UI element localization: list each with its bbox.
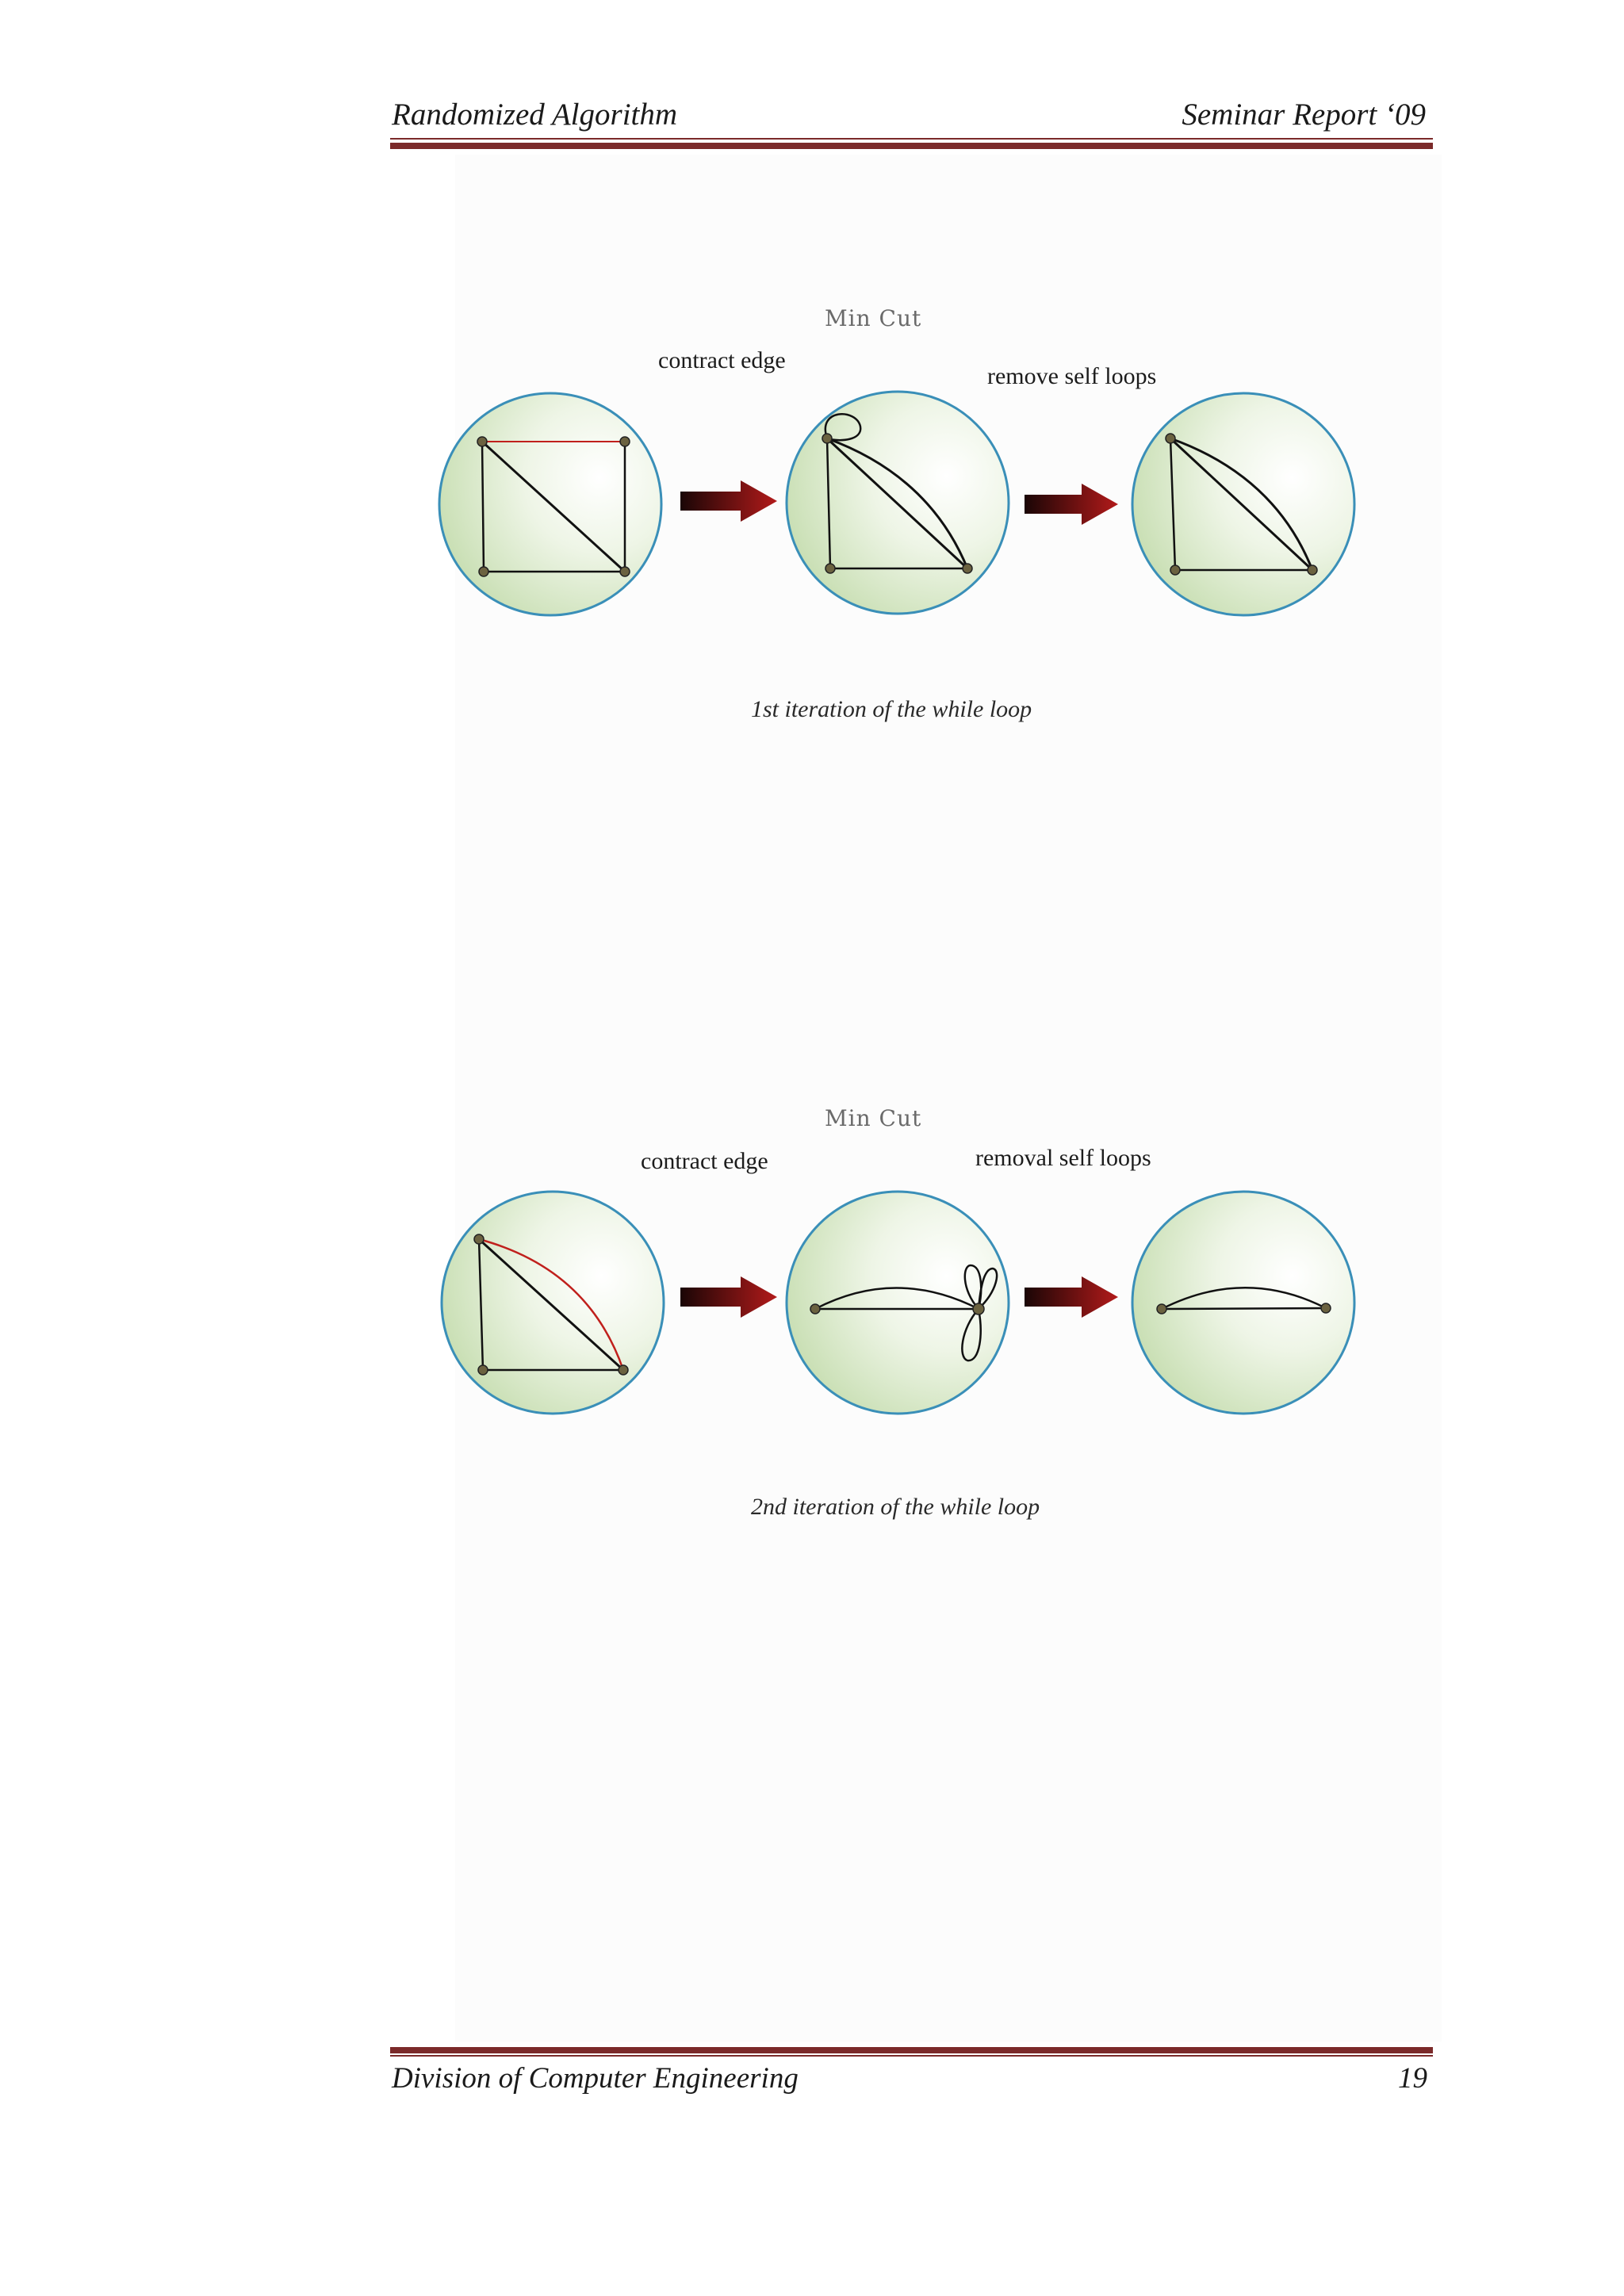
arrow-right-icon xyxy=(1025,484,1118,525)
header-title: Randomized Algorithm xyxy=(392,98,678,132)
graph-node xyxy=(479,567,488,576)
figure-2-graph-cleaned xyxy=(1132,1192,1354,1414)
graph-node xyxy=(973,1303,984,1314)
graph-node xyxy=(619,1365,628,1375)
footer-rule-thick xyxy=(390,2047,1433,2053)
figure-2-title: Min Cut xyxy=(825,1105,922,1131)
graph-node xyxy=(1308,565,1317,575)
figure-2-diagram xyxy=(442,1192,1354,1414)
graph-edge xyxy=(1162,1308,1326,1309)
figure-1-caption: 1st iteration of the while loop xyxy=(751,696,1032,722)
arrow-right-icon xyxy=(1025,1276,1118,1318)
figure-1-label-contract: contract edge xyxy=(658,347,786,373)
graph-node xyxy=(477,437,487,446)
graph-node xyxy=(620,567,630,576)
page-number: 19 xyxy=(1398,2062,1427,2095)
arrow-right-icon xyxy=(680,1276,777,1318)
figure-1-graph-contracted xyxy=(787,392,1009,614)
figure-2-graph-contracted xyxy=(787,1192,1009,1414)
figure-2-graph-initial xyxy=(442,1192,664,1414)
figure-1-diagram xyxy=(439,392,1354,615)
graph-node xyxy=(478,1365,488,1375)
graph-node xyxy=(474,1234,484,1244)
graph-node xyxy=(1170,565,1180,575)
graph-node xyxy=(1157,1304,1166,1314)
figure-2-label-contract: contract edge xyxy=(641,1148,768,1174)
graph-node xyxy=(822,434,832,443)
arrow-right-icon xyxy=(680,480,777,522)
graph-node xyxy=(1166,434,1175,443)
graph-node xyxy=(1321,1303,1331,1313)
footer-division: Division of Computer Engineering xyxy=(392,2062,799,2095)
graph-node xyxy=(825,564,835,573)
header-report: Seminar Report ‘09 xyxy=(1182,98,1426,132)
footer-rule-thin xyxy=(390,2055,1433,2057)
figure-1-label-remove: remove self loops xyxy=(987,363,1157,389)
figure-1-graph-initial xyxy=(439,393,661,615)
figure-2-label-remove: removal self loops xyxy=(975,1145,1151,1171)
graph-node xyxy=(963,564,972,573)
figure-2-caption: 2nd iteration of the while loop xyxy=(751,1494,1040,1520)
figure-1-title: Min Cut xyxy=(825,305,922,331)
figure-1-graph-cleaned xyxy=(1132,393,1354,615)
graph-node xyxy=(620,437,630,446)
graph-node xyxy=(810,1304,820,1314)
